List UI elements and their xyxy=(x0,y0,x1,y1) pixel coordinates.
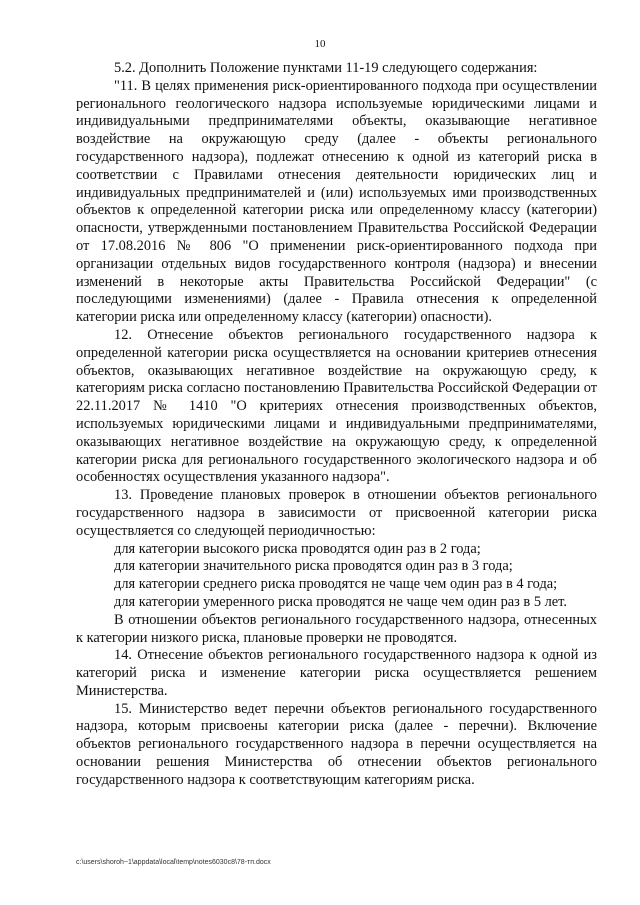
document-body xyxy=(76,60,597,790)
paragraph-item-14: 14. Отнесение объектов регионального государственного надзора к одной из категорий риска и изменение категории риска осуществляется решением Министерства. xyxy=(76,647,597,699)
paragraph-significant-risk: для категории значительного риска проводятся один раз в 3 года; xyxy=(114,558,513,575)
paragraph-high-risk: для категории высокого риска проводятся один раз в 2 года; xyxy=(114,540,481,557)
paragraph-intro: 5.2. Дополнить Положение пунктами 11-19 следующего содержания: xyxy=(114,60,538,76)
paragraph-low-risk: В отношении объектов регионального государственного надзора, отнесенных к категории низкого риска, плановые проверки не проводятся. xyxy=(76,611,597,646)
paragraph-item-13: 13. Проведение плановых проверок в отношении объектов регионального государственного надзора в зависимости от присвоенной категории риска осуществляется со следующей периодичностью: xyxy=(76,487,597,539)
file-path-footer: c:\users\shoroh~1\appdata\local\temp\notes6030c8\78-тп.docx xyxy=(76,859,271,866)
paragraph-item-15: 15. Министерство ведет перечни объектов регионального государственного надзора, которым присвоены категории риска (далее - перечни). Включение объектов регионального государственного надзора в перечни осуществляется на основании решения Министерства об отнесении объектов регионального государственного надзора к соответствующим категориям риска. xyxy=(76,700,597,788)
page-number: 10 xyxy=(314,38,326,50)
paragraph-medium-risk: для категории среднего риска проводятся не чаще чем один раз в 4 года; xyxy=(114,576,558,593)
paragraph-item-12: 12. Отнесение объектов регионального государственного надзора к определенной категории риска осуществляется на основании критериев отнесения объектов, оказывающих негативное воздействие на окружающую среду, к категориям риска согласно постановлению Правительства Российской Федерации от 22.11.2017 № 1410 "О критериях отнесения производственных объектов, используемых юридическими лицами и индивидуальными предпринимателями, оказывающих негативное воздействие на окружающую среду, к определенной категории риска для регионального государственного экологического надзора и об особенностях осуществления указанного надзора". xyxy=(76,326,597,486)
paragraph-moderate-risk: для категории умеренного риска проводятся не чаще чем один раз в 5 лет. xyxy=(114,593,567,610)
paragraph-item-11: "11. В целях применения риск-ориентированного подхода при осуществлении регионального геологического надзора используемые юридическими лицами и индивидуальными предпринимателями объекты, оказывающие негативное воздействие на окружающую среду (далее - объекты регионального государственного надзора), подлежат отнесению к одной из категорий риска в соответствии с Правилами отнесения деятельности юридических лиц и индивидуальных предпринимателей и (или) используемых ими производственных объектов к определенной категории риска или определенному классу (категории) опасности, утвержденными постановлением Правительства Российской Федерации от 17.08.2016 № 806 "О применении риск-ориентированного подхода при организации отдельных видов государственного контроля (надзора) и внесении изменений в некоторые акты Правительства Российской Федерации" (с последующими изменениями) (далее - Правила отнесения к определенной категории риска или определенному классу (категории) опасности). xyxy=(76,77,597,326)
